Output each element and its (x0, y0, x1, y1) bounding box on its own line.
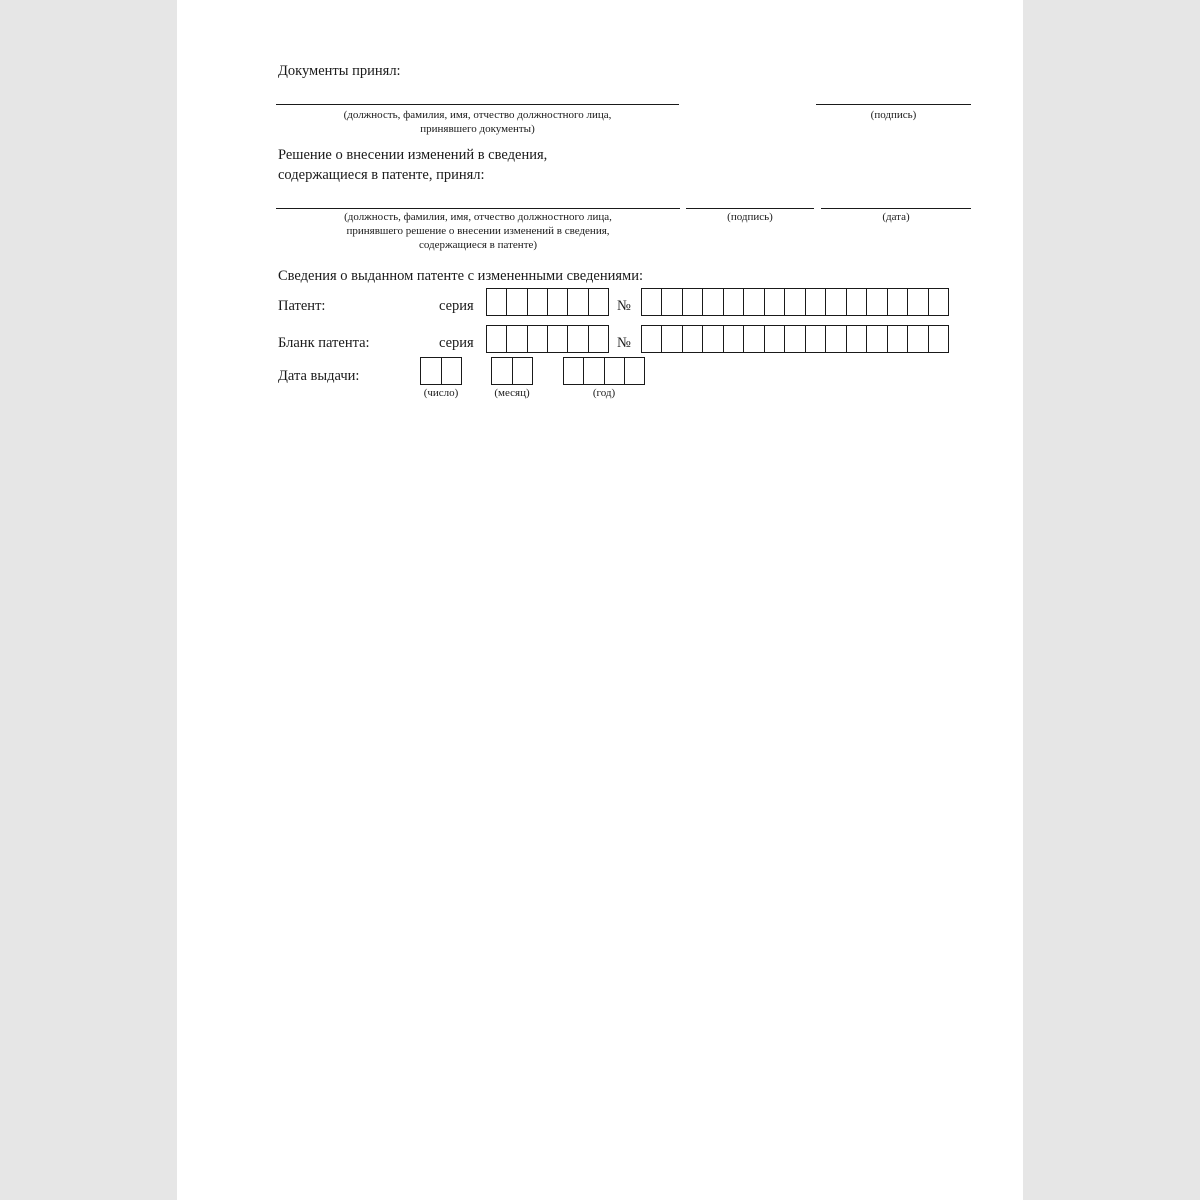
series-cell[interactable] (507, 289, 527, 315)
decision-title-line: Решение о внесении изменений в сведения, (278, 147, 548, 163)
day-cell[interactable] (442, 358, 463, 384)
number-cell[interactable] (724, 326, 744, 352)
decision-date-caption: (дата) (882, 211, 910, 223)
blank-series-cells[interactable] (486, 325, 609, 353)
patent-series-label: серия (439, 298, 474, 314)
decision-title-line: содержащиеся в патенте, принял: (278, 167, 485, 183)
number-cell[interactable] (929, 289, 949, 315)
decision-date-line[interactable] (821, 208, 971, 209)
series-cell[interactable] (528, 289, 548, 315)
year-cell[interactable] (625, 358, 645, 384)
number-cell[interactable] (703, 326, 723, 352)
series-cell[interactable] (528, 326, 548, 352)
issue-month-cells[interactable] (491, 357, 533, 385)
caption-line: (должность, фамилия, имя, отчество должностного лица, (344, 211, 612, 223)
number-cell[interactable] (826, 289, 846, 315)
number-cell[interactable] (806, 326, 826, 352)
issue-date-label: Дата выдачи: (278, 368, 360, 384)
patent-blank-label: Бланк патента: (278, 335, 370, 351)
signature-caption: (подпись) (870, 109, 917, 121)
number-cell[interactable] (888, 326, 908, 352)
number-cell[interactable] (683, 326, 703, 352)
caption-line: принявшего документы) (420, 123, 535, 135)
day-caption: (число) (423, 387, 459, 399)
number-cell[interactable] (642, 289, 662, 315)
number-cell[interactable] (826, 326, 846, 352)
number-cell[interactable] (662, 289, 682, 315)
number-cell[interactable] (867, 326, 887, 352)
number-cell[interactable] (662, 326, 682, 352)
patent-label: Патент: (278, 298, 326, 314)
month-cell[interactable] (513, 358, 534, 384)
decision-signature-line[interactable] (686, 208, 814, 209)
decision-official-caption (276, 210, 680, 252)
signature-line[interactable] (816, 104, 971, 105)
month-cell[interactable] (492, 358, 513, 384)
decision-title (278, 146, 547, 184)
number-cell[interactable] (929, 326, 949, 352)
series-cell[interactable] (589, 326, 609, 352)
patent-number-cells[interactable] (641, 288, 949, 316)
series-cell[interactable] (487, 326, 507, 352)
number-cell[interactable] (908, 326, 928, 352)
caption-line: принявшего решение о внесении изменений в сведения, (346, 225, 610, 237)
month-caption: (месяц) (494, 387, 530, 399)
official-name-caption (276, 108, 679, 136)
blank-number-label: № (617, 335, 631, 351)
number-cell[interactable] (785, 326, 805, 352)
number-cell[interactable] (806, 289, 826, 315)
year-cell[interactable] (584, 358, 604, 384)
number-cell[interactable] (683, 289, 703, 315)
number-cell[interactable] (888, 289, 908, 315)
decision-signature-caption: (подпись) (727, 211, 773, 223)
number-cell[interactable] (703, 289, 723, 315)
patent-series-cells[interactable] (486, 288, 609, 316)
year-caption: (год) (592, 387, 616, 399)
number-cell[interactable] (744, 326, 764, 352)
number-cell[interactable] (908, 289, 928, 315)
series-cell[interactable] (548, 289, 568, 315)
number-cell[interactable] (724, 289, 744, 315)
issued-patent-title: Сведения о выданном патенте с измененными сведениями: (278, 268, 644, 284)
number-cell[interactable] (642, 326, 662, 352)
number-cell[interactable] (867, 289, 887, 315)
documents-accepted-title: Документы принял: (278, 63, 401, 79)
series-cell[interactable] (487, 289, 507, 315)
number-cell[interactable] (847, 289, 867, 315)
number-cell[interactable] (765, 326, 785, 352)
official-name-line[interactable] (276, 104, 679, 105)
issue-day-cells[interactable] (420, 357, 462, 385)
day-cell[interactable] (421, 358, 442, 384)
number-cell[interactable] (785, 289, 805, 315)
number-cell[interactable] (765, 289, 785, 315)
blank-series-label: серия (439, 335, 474, 351)
number-cell[interactable] (847, 326, 867, 352)
patent-number-label: № (617, 298, 631, 314)
year-cell[interactable] (564, 358, 584, 384)
series-cell[interactable] (568, 289, 588, 315)
blank-number-cells[interactable] (641, 325, 949, 353)
series-cell[interactable] (507, 326, 527, 352)
series-cell[interactable] (568, 326, 588, 352)
year-cell[interactable] (605, 358, 625, 384)
series-cell[interactable] (548, 326, 568, 352)
caption-line: (должность, фамилия, имя, отчество должностного лица, (343, 109, 612, 121)
number-cell[interactable] (744, 289, 764, 315)
decision-official-name-line[interactable] (276, 208, 680, 209)
caption-line: содержащиеся в патенте) (418, 239, 538, 251)
issue-year-cells[interactable] (563, 357, 645, 385)
document-page (177, 0, 1023, 1200)
series-cell[interactable] (589, 289, 609, 315)
